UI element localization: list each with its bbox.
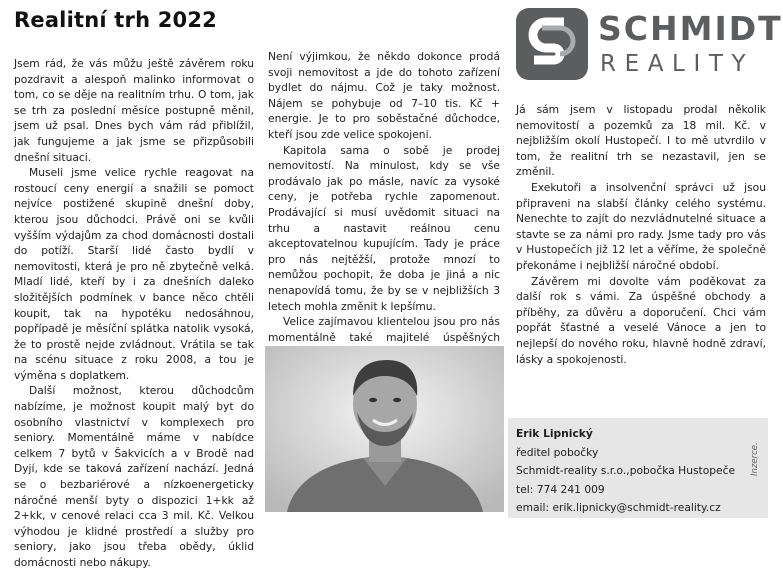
schmidt-reality-logo bbox=[516, 8, 783, 80]
contact-box bbox=[508, 418, 768, 518]
logo-name: SCHMIDT bbox=[598, 9, 783, 48]
article-column-2 bbox=[268, 49, 500, 344]
logo-mark-icon bbox=[516, 8, 588, 80]
paragraph: Já sám jsem v listopadu prodal několik nemovitostí a pozemků za 18 mil. Kč. v nejbližším okolí Hustopečí. I to mě utvrdilo v tom, že realitní trh se nezastavil, jen se změnil. bbox=[516, 103, 766, 179]
contact-company: Schmidt-reality s.r.o.,pobočka Hustopeče bbox=[516, 464, 736, 478]
contact-role: ředitel pobočky bbox=[516, 445, 599, 459]
paragraph: Není výjimkou, že někdo dokonce prodá svoji nemovitost a jde do tohoto zařízení bydlet do nájmu. Což je taky možnost. Nájem se pohybuje od 7–10 tis. Kč + energie. Je to pro soběstačné důchodce, kteří jsou zde velice spokojeni. bbox=[268, 50, 500, 141]
logo-tagline: REALITY bbox=[600, 51, 755, 77]
advertisement-notice: Inzerce. bbox=[750, 442, 760, 476]
paragraph: Museli jsme velice rychle reagovat na rostoucí ceny energií a snažili se pomoct nejvíce postižené skupině dnešní doby, kterou jsou důchodci. Právě oni se kvůli vyšším výdajům za chod domácnosti dostali do potíží. Starší lidé často bydlí v nemovitosti, která je pro ně zbytečně velká. Mladí lidé, kteří by i za dnešních daleko složitějších podmínek v bance něco chtěli koupit, tak na hypotéku nedosáhnou, popřípadě je měsíční splátka natolik vysoká, že to prostě nejde zvládnout. Vrátila se tak na scénu situace z roku 2008, a tou je výměna s doplatkem. bbox=[14, 166, 254, 382]
paragraph: Závěrem mi dovolte vám poděkovat za další rok s vámi. Za úspěšné obchody a příběhy, za důvěru a doporučení. Chci vám popřát šťastné a veselé Vánoce a jen to nejlepší do nového roku, hlavně hodně zdraví, lásky a spokojenosti. bbox=[516, 274, 766, 366]
article-column-3 bbox=[516, 102, 766, 412]
contact-phone: tel: 774 241 009 bbox=[516, 482, 605, 496]
paragraph: Velice zajímavou klientelou jsou pro nás momentálně také majitelé úspěšných bbox=[268, 315, 500, 344]
paragraph: Další možnost, kterou důchodcům nabízíme, je možnost koupit malý byt do osobního vlastnictví v komplexech pro seniory. Momentálně máme v nabídce celkem 7 bytů v Šakvicích a v Brodě nad Dyjí, kde se taková zařízení nachází. Jedná se o bezbariérové a nízkoenergeticky náročné menší byty o dispozici 1+kk až 2+kk, v cenové relaci cca 3 mil. Kč. Velkou výhodou je klidné prostředí a služby pro seniory, jako jsou třeba obědy, úklid domácnosti nebo nákupy. bbox=[14, 384, 254, 569]
paragraph: Exekutoři a insolvenční správci už jsou připraveni na slabší články celého systému. Nenechte to zajít do nezvládnutelné situace a stavte se za námi pro rady. Jsme tady pro vás v Hustopečích již 12 let a věříme, že společně překonáme i nejbližší náročné období. bbox=[516, 180, 766, 272]
contact-email: email: erik.lipnicky@schmidt-reality.cz bbox=[516, 501, 721, 515]
contact-name: Erik Lipnický bbox=[516, 427, 593, 440]
paragraph: Kapitola sama o sobě je prodej nemovitostí. Na minulost, kdy se vše prodávalo jak po másle, navíc za vysoké ceny, je potřeba rychle zapomenout. Prodávající si musí uvědomit situaci na trhu a nastavit reálnou cenu akceptovatelnou kupujícím. Tady je práce pro nás nejtěžší, protože mnozí to nemůžou pochopit, že doba je jiná a nic nenapovídá tomu, že by se v nejbližších 3 letech mohla změnit k lepšímu. bbox=[268, 143, 500, 313]
article-title: Realitní trh 2022 bbox=[14, 8, 217, 32]
article-column-1 bbox=[14, 56, 254, 569]
author-photo bbox=[265, 346, 504, 512]
paragraph: Jsem rád, že vás můžu ještě závěrem roku pozdravit a alespoň malinko informovat o tom, co se děje na realitním trhu. O tom, jak se trh za poslední měsíce postupně měnil, jsem už psal. Dnes bych vám rád přiblížil, jak fungujeme a jak jsme se přizpůsobili dnešní situaci. bbox=[14, 57, 254, 164]
